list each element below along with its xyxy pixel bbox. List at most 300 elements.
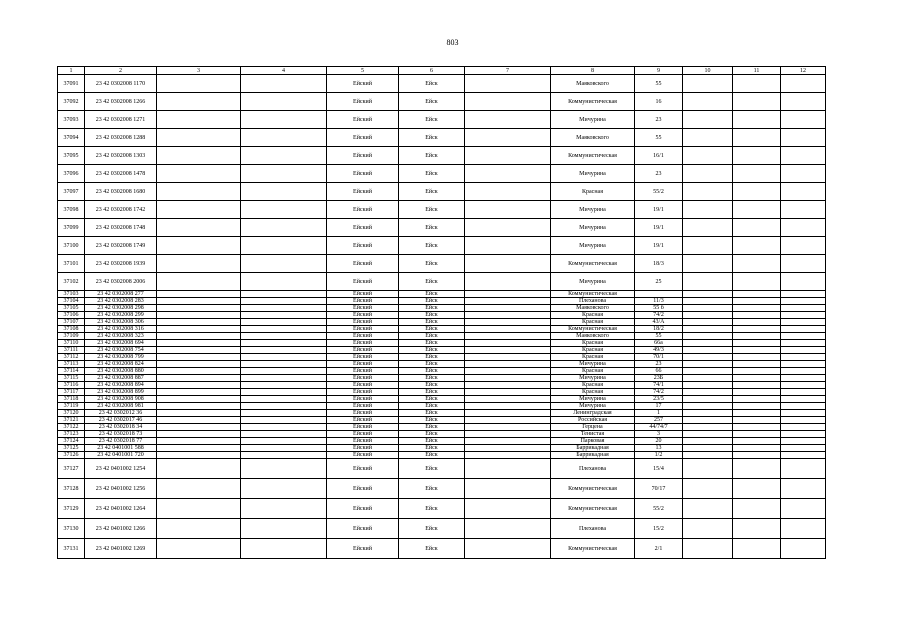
table-cell: 25 — [635, 273, 683, 291]
table-cell — [157, 499, 241, 519]
table-cell — [465, 424, 551, 431]
table-cell: 23 42 0302008 754 — [85, 347, 157, 354]
table-cell — [241, 201, 327, 219]
table-cell — [241, 165, 327, 183]
table-row — [58, 129, 826, 147]
table-cell — [683, 183, 733, 201]
table-row — [58, 452, 826, 459]
table-cell: 74/2 — [635, 312, 683, 319]
table-cell: 37091 — [58, 75, 85, 93]
table-cell — [733, 298, 781, 305]
table-row — [58, 147, 826, 165]
table-cell — [241, 499, 327, 519]
table-cell: Ейский — [327, 291, 399, 298]
table-cell — [781, 539, 826, 559]
table-cell: 23 42 0302012 36 — [85, 410, 157, 417]
table-row — [58, 354, 826, 361]
table-cell — [683, 410, 733, 417]
table-row — [58, 312, 826, 319]
table-cell: Ейский — [327, 347, 399, 354]
table-cell — [733, 361, 781, 368]
table-cell: Ейский — [327, 382, 399, 389]
table-cell — [465, 147, 551, 165]
table-cell — [465, 417, 551, 424]
table-cell — [157, 452, 241, 459]
table-cell: Российская — [551, 417, 635, 424]
table-cell: Ейск — [399, 539, 465, 559]
table-cell — [465, 333, 551, 340]
table-cell — [465, 273, 551, 291]
table-cell — [465, 410, 551, 417]
table-cell: Ейский — [327, 219, 399, 237]
table-cell — [465, 129, 551, 147]
table-row — [58, 75, 826, 93]
table-cell: 23 42 0302008 981 — [85, 403, 157, 410]
table-cell — [635, 291, 683, 298]
table-cell — [781, 326, 826, 333]
table-cell — [465, 519, 551, 539]
table-cell — [733, 375, 781, 382]
table-cell — [733, 273, 781, 291]
table-cell — [465, 347, 551, 354]
table-cell — [465, 438, 551, 445]
table-cell — [241, 375, 327, 382]
table-cell — [465, 255, 551, 273]
table-cell — [465, 201, 551, 219]
table-cell: 37121 — [58, 417, 85, 424]
table-cell: 55/2 — [635, 499, 683, 519]
table-cell: 23 42 0302008 1748 — [85, 219, 157, 237]
table-cell — [781, 255, 826, 273]
table-cell — [157, 382, 241, 389]
table-cell — [733, 368, 781, 375]
table-cell: Ейский — [327, 129, 399, 147]
table-cell — [733, 389, 781, 396]
table-cell — [781, 368, 826, 375]
table-cell — [733, 75, 781, 93]
table-cell: Ейский — [327, 111, 399, 129]
table-cell: Ейск — [399, 417, 465, 424]
table-cell: Коммунистическая — [551, 499, 635, 519]
table-cell — [241, 93, 327, 111]
table-cell: 37102 — [58, 273, 85, 291]
table-cell — [781, 382, 826, 389]
table-cell — [241, 389, 327, 396]
table-cell: Ейск — [399, 368, 465, 375]
table-cell: Ейск — [399, 305, 465, 312]
table-cell — [241, 129, 327, 147]
table-cell: 19/1 — [635, 201, 683, 219]
table-cell: 23 42 0302008 283 — [85, 298, 157, 305]
table-cell: Ейский — [327, 147, 399, 165]
table-cell — [683, 340, 733, 347]
table-cell: Ейск — [399, 396, 465, 403]
table-cell — [781, 403, 826, 410]
table-cell — [781, 438, 826, 445]
table-cell — [683, 298, 733, 305]
table-cell: 23 42 0302008 306 — [85, 319, 157, 326]
table-cell — [683, 255, 733, 273]
table-cell: 37114 — [58, 368, 85, 375]
table-cell — [733, 219, 781, 237]
table-cell — [465, 340, 551, 347]
table-cell: Ейск — [399, 291, 465, 298]
table-cell: Ейск — [399, 479, 465, 499]
table-cell: Ейск — [399, 75, 465, 93]
table-cell — [733, 452, 781, 459]
table-cell: Красная — [551, 382, 635, 389]
table-cell — [465, 183, 551, 201]
table-cell: 23 42 0401001 588 — [85, 445, 157, 452]
table-cell — [683, 431, 733, 438]
table-cell: Ейский — [327, 273, 399, 291]
table-cell — [157, 75, 241, 93]
table-cell: 23 42 0302008 894 — [85, 382, 157, 389]
table-cell: Ейск — [399, 459, 465, 479]
table-cell — [683, 519, 733, 539]
table-cell — [157, 438, 241, 445]
table-cell — [241, 424, 327, 431]
table-cell — [157, 165, 241, 183]
column-header: 4 — [241, 67, 327, 75]
table-cell — [241, 361, 327, 368]
table-cell — [781, 396, 826, 403]
table-cell — [465, 165, 551, 183]
table-cell — [157, 298, 241, 305]
table-cell — [683, 319, 733, 326]
table-cell: 37115 — [58, 375, 85, 382]
table-cell — [241, 255, 327, 273]
table-cell — [733, 147, 781, 165]
table-cell: Ейск — [399, 347, 465, 354]
table-cell: 23 42 0401002 1254 — [85, 459, 157, 479]
table-cell: 23Б — [635, 375, 683, 382]
table-row — [58, 368, 826, 375]
table-cell: Ейский — [327, 445, 399, 452]
table-cell: Ейский — [327, 326, 399, 333]
table-cell: Ейский — [327, 424, 399, 431]
table-cell: 16 — [635, 93, 683, 111]
table-cell — [781, 319, 826, 326]
table-row — [58, 382, 826, 389]
table-cell: Ейский — [327, 459, 399, 479]
table-cell — [241, 347, 327, 354]
table-cell — [781, 452, 826, 459]
table-cell — [781, 375, 826, 382]
table-cell: 37092 — [58, 93, 85, 111]
table-cell — [683, 368, 733, 375]
table-cell — [683, 375, 733, 382]
table-cell — [465, 75, 551, 93]
table-cell: Ейский — [327, 438, 399, 445]
table-cell: Ейск — [399, 354, 465, 361]
table-cell: 37100 — [58, 237, 85, 255]
table-cell: Коммунистическая — [551, 255, 635, 273]
table-cell: Ейск — [399, 389, 465, 396]
table-cell — [733, 431, 781, 438]
table-cell — [683, 75, 733, 93]
table-cell — [241, 305, 327, 312]
table-cell: Ейск — [399, 312, 465, 319]
table-row — [58, 305, 826, 312]
table-cell: Маяковского — [551, 333, 635, 340]
table-cell: 37096 — [58, 165, 85, 183]
table-cell: 11/3 — [635, 298, 683, 305]
table-cell — [733, 129, 781, 147]
table-cell: 18/2 — [635, 326, 683, 333]
table-cell: 23 42 0401002 1266 — [85, 519, 157, 539]
table-cell: Красная — [551, 312, 635, 319]
table-cell — [781, 93, 826, 111]
table-row — [58, 326, 826, 333]
table-cell: Ейск — [399, 255, 465, 273]
table-cell — [733, 255, 781, 273]
table-row — [58, 340, 826, 347]
table-cell: Ейск — [399, 445, 465, 452]
table-cell — [241, 147, 327, 165]
table-cell: 37126 — [58, 452, 85, 459]
table-cell — [733, 305, 781, 312]
table-cell: 23 42 0302008 1478 — [85, 165, 157, 183]
table-cell — [157, 417, 241, 424]
table-cell: 23 — [635, 111, 683, 129]
table-cell: 37128 — [58, 479, 85, 499]
table-row — [58, 291, 826, 298]
table-cell: Коммунистическая — [551, 291, 635, 298]
table-cell: Ейск — [399, 319, 465, 326]
table-cell: 18/3 — [635, 255, 683, 273]
table-cell — [781, 519, 826, 539]
table-cell: 23 42 0401002 1256 — [85, 479, 157, 499]
table-cell: 37116 — [58, 382, 85, 389]
table-cell — [781, 410, 826, 417]
table-cell — [465, 459, 551, 479]
table-cell — [733, 326, 781, 333]
table-cell — [683, 305, 733, 312]
table-cell: Ейский — [327, 410, 399, 417]
table-row — [58, 396, 826, 403]
table-cell — [781, 361, 826, 368]
table-row — [58, 519, 826, 539]
table-cell — [157, 410, 241, 417]
table-row — [58, 183, 826, 201]
table-cell — [241, 410, 327, 417]
table-cell: Ейск — [399, 403, 465, 410]
table-cell — [683, 479, 733, 499]
table-cell — [157, 403, 241, 410]
table-cell: Ейск — [399, 382, 465, 389]
table-cell — [157, 219, 241, 237]
table-cell — [241, 111, 327, 129]
table-cell: 37129 — [58, 499, 85, 519]
table-cell — [733, 165, 781, 183]
table-cell: 23 42 0302008 1303 — [85, 147, 157, 165]
table-cell: Ейский — [327, 354, 399, 361]
table-cell: Маяковского — [551, 305, 635, 312]
table-cell — [157, 479, 241, 499]
table-cell — [781, 201, 826, 219]
table-cell: 23 — [635, 165, 683, 183]
table-cell: Мичурина — [551, 237, 635, 255]
table-cell: Ейск — [399, 298, 465, 305]
table-cell — [733, 237, 781, 255]
table-cell — [465, 375, 551, 382]
table-cell — [157, 445, 241, 452]
table-row — [58, 403, 826, 410]
table-row — [58, 361, 826, 368]
table-cell: Ейский — [327, 255, 399, 273]
table-cell: Красная — [551, 183, 635, 201]
table-cell — [241, 459, 327, 479]
table-cell: Ейск — [399, 326, 465, 333]
table-cell — [781, 273, 826, 291]
table-cell: 66а — [635, 340, 683, 347]
table-cell — [683, 417, 733, 424]
table-cell: 37111 — [58, 347, 85, 354]
table-cell — [465, 389, 551, 396]
table-cell: Ейск — [399, 361, 465, 368]
table-cell — [241, 445, 327, 452]
table-cell — [781, 298, 826, 305]
table-cell — [465, 305, 551, 312]
table-cell: 23 42 0302008 908 — [85, 396, 157, 403]
column-header: 6 — [399, 67, 465, 75]
table-cell: Ейск — [399, 147, 465, 165]
table-cell: Ейский — [327, 539, 399, 559]
column-header: 8 — [551, 67, 635, 75]
table-cell — [157, 539, 241, 559]
table-cell: Мичурина — [551, 403, 635, 410]
table-row — [58, 273, 826, 291]
table-cell: 23 42 0302008 277 — [85, 291, 157, 298]
table-cell — [157, 129, 241, 147]
table-cell — [733, 424, 781, 431]
table-cell: Ейск — [399, 431, 465, 438]
table-cell: 23 42 0302008 298 — [85, 305, 157, 312]
table-cell: 23 42 0302008 1271 — [85, 111, 157, 129]
table-cell: Ейск — [399, 438, 465, 445]
table-cell — [157, 396, 241, 403]
table-cell: Маяковского — [551, 75, 635, 93]
table-cell — [683, 201, 733, 219]
table-cell — [781, 183, 826, 201]
table-cell — [241, 539, 327, 559]
table-cell — [781, 479, 826, 499]
table-cell: Мичурина — [551, 361, 635, 368]
table-cell — [157, 183, 241, 201]
table-cell: Ейский — [327, 361, 399, 368]
table-cell: 74/1 — [635, 382, 683, 389]
table-cell: Ейский — [327, 431, 399, 438]
table-cell: 23 42 0302008 316 — [85, 326, 157, 333]
table-cell: 37104 — [58, 298, 85, 305]
table-cell: 37098 — [58, 201, 85, 219]
table-cell — [683, 347, 733, 354]
table-cell: 23 — [635, 361, 683, 368]
table-cell: 37112 — [58, 354, 85, 361]
table-cell: 23 42 0302018 73 — [85, 431, 157, 438]
table-cell: 55 — [635, 333, 683, 340]
table-cell: Красная — [551, 347, 635, 354]
table-cell — [683, 499, 733, 519]
table-cell — [157, 424, 241, 431]
table-cell — [465, 382, 551, 389]
table-cell — [683, 93, 733, 111]
table-cell: 23 42 0302008 694 — [85, 340, 157, 347]
table-cell: 55 — [635, 75, 683, 93]
table-cell: Красная — [551, 368, 635, 375]
table-cell — [733, 340, 781, 347]
table-cell — [465, 479, 551, 499]
table-cell — [781, 431, 826, 438]
table-cell — [157, 389, 241, 396]
table-cell — [781, 129, 826, 147]
table-cell — [465, 445, 551, 452]
table-cell — [683, 237, 733, 255]
table-cell: Коммунистическая — [551, 479, 635, 499]
table-cell: 19/1 — [635, 237, 683, 255]
table-row — [58, 438, 826, 445]
table-cell — [733, 93, 781, 111]
table-cell: 23 42 0302008 1939 — [85, 255, 157, 273]
table-cell — [157, 333, 241, 340]
table-cell — [781, 424, 826, 431]
table-cell — [733, 445, 781, 452]
table-cell — [465, 93, 551, 111]
table-row — [58, 375, 826, 382]
table-cell: Коммунистическая — [551, 539, 635, 559]
table-cell: Красная — [551, 354, 635, 361]
table-cell — [733, 333, 781, 340]
table-cell: Ейск — [399, 129, 465, 147]
table-cell — [781, 305, 826, 312]
table-cell — [733, 438, 781, 445]
table-cell — [733, 417, 781, 424]
table-cell: Ейск — [399, 273, 465, 291]
table-row — [58, 333, 826, 340]
table-cell: Ейский — [327, 403, 399, 410]
table-cell: Ейский — [327, 201, 399, 219]
table-cell: 37093 — [58, 111, 85, 129]
table-cell — [733, 291, 781, 298]
column-header: 2 — [85, 67, 157, 75]
table-cell: 257 — [635, 417, 683, 424]
table-row — [58, 539, 826, 559]
table-cell: 37095 — [58, 147, 85, 165]
table-cell: Ейский — [327, 237, 399, 255]
table-cell: Мичурина — [551, 111, 635, 129]
table-cell: 37097 — [58, 183, 85, 201]
table-cell — [683, 111, 733, 129]
table-cell — [683, 452, 733, 459]
table-cell: Плеханова — [551, 519, 635, 539]
table-cell — [157, 519, 241, 539]
table-cell: 23 42 0302008 824 — [85, 361, 157, 368]
table-cell — [465, 326, 551, 333]
table-cell: Тенистая — [551, 431, 635, 438]
table-cell — [465, 291, 551, 298]
table-cell — [683, 129, 733, 147]
table-cell: Ейский — [327, 340, 399, 347]
table-row — [58, 410, 826, 417]
table-cell — [241, 291, 327, 298]
table-cell — [241, 273, 327, 291]
table-cell: 23 42 0302008 1170 — [85, 75, 157, 93]
table-cell — [683, 147, 733, 165]
table-cell — [241, 354, 327, 361]
table-cell — [241, 452, 327, 459]
table-cell — [683, 403, 733, 410]
